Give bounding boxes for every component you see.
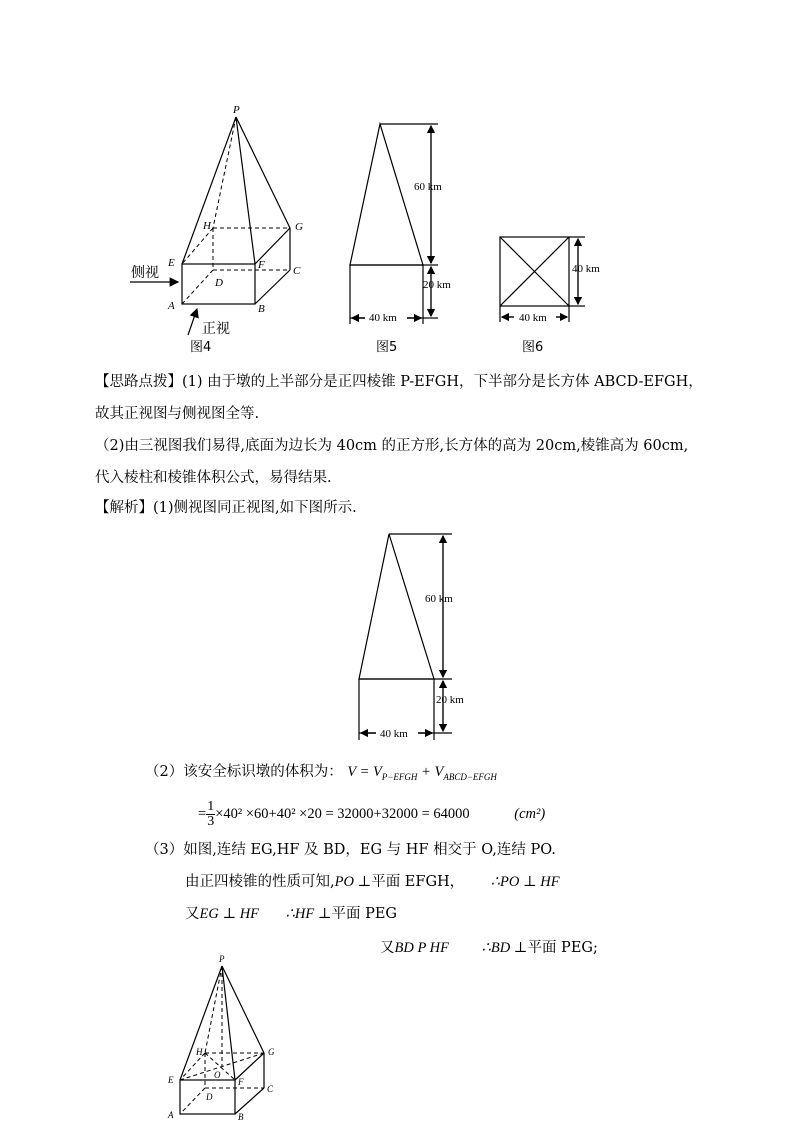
part3-l3d: 平面 PEG xyxy=(331,906,398,922)
bottom-label-A: A xyxy=(168,1110,174,1120)
bottom-label-F: F xyxy=(238,1077,244,1087)
bottom-label-G: G xyxy=(268,1047,275,1057)
part2-formula: $V = V_{P-EFGH} + V_{ABCD-EFGH}$ xyxy=(347,764,497,782)
part3-l3a: 又 xyxy=(185,906,200,922)
part3-line-1: （3）如图,连结 EG,HF 及 BD，EG 与 HF 相交于 O,连结 PO. xyxy=(145,842,556,858)
fig5-height-bottom: 20 km xyxy=(423,279,451,291)
label-E: E xyxy=(168,257,175,269)
label-G: G xyxy=(295,221,303,233)
label-P: P xyxy=(233,104,240,116)
bottom-label-C: C xyxy=(267,1084,274,1094)
fig6-width: 40 km xyxy=(519,312,547,324)
part3-l3c: ∴HF ⊥ xyxy=(285,906,332,922)
figure-bottom xyxy=(155,950,285,1122)
part2-calc: ×40² ×60+40² ×20 = 32000+32000 = 64000 xyxy=(215,806,470,822)
sol-fig-width: 40 km xyxy=(380,728,408,740)
figure-6 xyxy=(490,225,620,360)
part3-l4a: 又 xyxy=(380,940,395,956)
one-third-fraction: $\frac{1}{3}$ xyxy=(207,798,215,829)
figure-4 xyxy=(120,100,320,360)
part2-calc-line: = $\frac{1}{3}$ ×40² ×60+40² ×20 = 32000+32000 = 64000 (cm²) xyxy=(198,798,546,829)
label-B: B xyxy=(258,303,265,315)
part2-line xyxy=(145,762,497,787)
part3-l4b: BD P HF xyxy=(394,940,450,956)
figure-6-caption: 图6 xyxy=(522,340,544,355)
label-D: D xyxy=(215,277,223,289)
part2-intro: （2）该安全标识墩的体积为： xyxy=(145,764,343,780)
hint-line-2: 故其正视图与侧视图全等. xyxy=(95,406,260,422)
part3-l2a: 由正四棱锥的性质可知, xyxy=(185,874,335,890)
bottom-label-P: P xyxy=(219,954,225,964)
figure-5-caption: 图5 xyxy=(376,340,398,355)
figure-4-caption: 图4 xyxy=(190,340,212,355)
bottom-label-B: B xyxy=(238,1112,244,1122)
label-H: H xyxy=(203,220,211,232)
part2-unit: (cm²) xyxy=(514,806,546,822)
sol-fig-height-bottom: 20 km xyxy=(436,694,464,706)
part3-l4c: ∴BD ⊥ xyxy=(481,940,528,956)
label-C: C xyxy=(293,265,301,277)
solution-line-1: 【解析】(1)侧视图同正视图,如下图所示. xyxy=(95,500,357,516)
part3-line-3 xyxy=(185,904,397,924)
part3-line-4 xyxy=(380,938,598,958)
front-view-label: 正视 xyxy=(202,321,230,337)
part3-l2c: 平面 EFGH， xyxy=(371,874,465,890)
part3-l4d: 平面 PEG; xyxy=(527,940,598,956)
part3-l2b: PO ⊥ xyxy=(334,874,372,890)
part3-line-2 xyxy=(185,872,560,892)
fig5-width: 40 km xyxy=(369,312,397,324)
label-F: F xyxy=(258,259,265,271)
part3-l3b: EG ⊥ HF xyxy=(199,906,260,922)
hint-line-3: （2)由三视图我们易得,底面为边长为 40cm 的正方形,长方体的高为 20cm,棱锥高为 60cm, xyxy=(95,438,689,454)
bottom-label-H: H xyxy=(196,1047,203,1057)
fig5-height-top: 60 km xyxy=(414,181,442,193)
bottom-label-D: D xyxy=(206,1092,213,1102)
sol-fig-height-top: 60 km xyxy=(425,593,453,605)
figure-5 xyxy=(340,110,470,360)
side-view-label: 侧视 xyxy=(131,265,159,281)
bottom-label-E: E xyxy=(168,1075,174,1085)
label-A: A xyxy=(168,300,175,312)
part3-l2d: ∴PO ⊥ HF xyxy=(490,874,560,890)
hint-line-1: 【思路点拨】(1) 由于墩的上半部分是正四棱锥 P-EFGH，下半部分是长方体 ABCD-EFGH， xyxy=(95,374,703,390)
solution-figure xyxy=(350,525,480,745)
fig6-height: 40 km xyxy=(572,263,600,275)
bottom-label-O: O xyxy=(214,1070,221,1080)
hint-line-4: 代入棱柱和棱锥体积公式，易得结果. xyxy=(95,470,332,486)
